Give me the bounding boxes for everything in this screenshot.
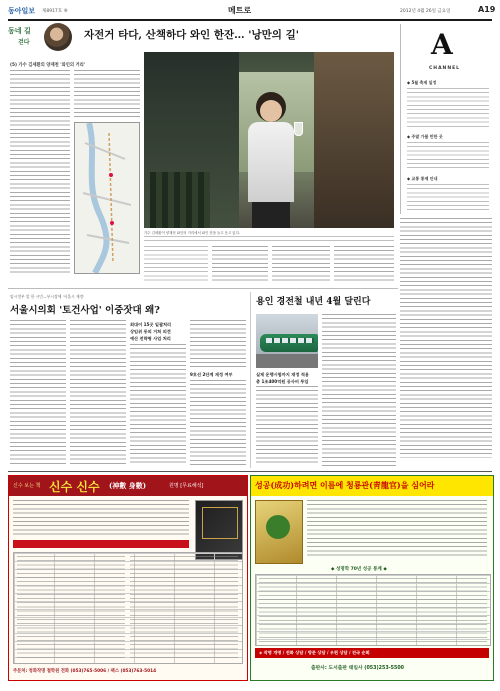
- storefront-right: [314, 52, 394, 228]
- route-map-drawing: [75, 123, 139, 273]
- article2-body-col5: [190, 380, 246, 466]
- ad1-table-text-right: [130, 556, 238, 660]
- ad2-contact: 출판사: 도서출판 태일사 (053)253-5500: [311, 666, 405, 671]
- ad1-table-text-left: [17, 556, 125, 660]
- ad1-title-bar: [9, 476, 247, 496]
- ad1-tagline: 신수 보는 책: [13, 483, 41, 489]
- ad1-book-image: [195, 500, 243, 560]
- ad2-panel: [250, 475, 494, 681]
- article1-body-col4: [212, 246, 268, 282]
- wine-glass: [294, 122, 303, 136]
- ad2-footer-bar: [255, 648, 489, 658]
- person-pants: [252, 202, 290, 228]
- book-cover-frame: [202, 507, 238, 539]
- article2-body-col3: [130, 344, 186, 466]
- article3-headline: 용인 경전철 내년 4월 달린다: [256, 297, 371, 307]
- article2-headline: 서울시의회 '토건사업' 이중잣대 왜?: [10, 305, 160, 316]
- article2-kicker: 임시정부 앞 한 시민—부시장에 '서울시 재정': [10, 294, 85, 299]
- divider-1: [8, 288, 398, 289]
- article2-body-col1: [10, 320, 66, 466]
- channel-item-2[interactable]: ◆ 주말 가볼 만한 곳: [407, 134, 443, 139]
- article1-subhead-lines: [144, 246, 208, 282]
- article2-body-col2: [70, 320, 126, 466]
- ad2-chart-title: ◆ 성명학 70년 성공 통계 ◆: [331, 567, 387, 572]
- ad2-book-image: [255, 500, 303, 564]
- ad1-title: 신수 신수: [49, 480, 100, 494]
- train-body: [260, 334, 318, 352]
- article2-subhead-2: 상임위 동의 거쳐 의견: [130, 329, 171, 334]
- divider-2: [250, 292, 251, 468]
- ad2-intro-text: [307, 500, 487, 558]
- article2-subhead-3: 예산 전략형 사업 처리: [130, 336, 171, 341]
- masthead: [8, 4, 496, 18]
- train-track: [256, 354, 318, 368]
- article1-body-col1: [10, 70, 70, 276]
- article1-subhead-box: [144, 246, 208, 282]
- book-emblem: [266, 515, 290, 539]
- article3-body-col1: [256, 386, 318, 466]
- article1-body-col6: [334, 246, 394, 282]
- channel-item-1[interactable]: ◆ 5월 축제 일정: [407, 80, 437, 85]
- channel-item-3[interactable]: ◆ 교통 통제 안내: [407, 176, 438, 181]
- article3-body-col2: [322, 314, 396, 466]
- issue-date: 2012년 4월 26일 금요일: [400, 8, 451, 14]
- person-face: [260, 100, 282, 122]
- article1-photo-caption: 가수 김세환이 양재천 와인의 거리에서 와인 잔을 들고 웃고 있다.: [144, 231, 240, 235]
- ad1-red-strip: [13, 540, 189, 548]
- ad1-hanja: (神數 身數): [109, 481, 147, 490]
- issue-number: 제8917호 ⑧: [42, 8, 68, 14]
- series-logo: [8, 24, 42, 50]
- series-label-1: 동네 길: [8, 26, 31, 35]
- planters: [150, 172, 210, 228]
- ad1-table: [13, 552, 243, 664]
- route-map: [74, 122, 140, 274]
- article1-caption-lines: [144, 236, 394, 242]
- ad2-stats-text: [259, 578, 487, 642]
- channel-letter: A: [431, 28, 453, 61]
- channel-list-3: [407, 184, 489, 210]
- article3-subhead-1: 실제 운행시험까지 재정 적용: [256, 372, 309, 377]
- ad1-panel: [8, 475, 248, 681]
- train-photo: [256, 314, 318, 368]
- paper-name: 동아일보: [8, 6, 36, 15]
- ad2-footer: ◈ 작명 개명 / 전화 상담 / 방문 상담 / 우편 상담 / 전국 순회: [259, 650, 370, 655]
- article1-headline: 자전거 타다, 산책하다 와인 한잔… '낭만의 길': [84, 29, 299, 41]
- series-photo: [44, 23, 72, 51]
- section-name: 메트로: [228, 5, 252, 15]
- channel-box: [400, 24, 493, 214]
- person-shirt: [248, 122, 294, 202]
- channel-list-2: [407, 142, 489, 170]
- channel-list-1: [407, 88, 489, 128]
- masthead-rule: [8, 19, 492, 21]
- right-column-body: [400, 218, 492, 458]
- ad-rule: [8, 471, 492, 472]
- ad1-intro-text: [13, 500, 189, 536]
- ad2-title: 성공(成功)하려면 이름에 청룡관(靑龍官)을 심어라: [255, 480, 435, 490]
- article1-subtitle: (5) 가수 김세환의 양재천 '와인의 거리': [10, 63, 86, 68]
- article2-subhead-1: 최대어 15곳 일괄처리: [130, 322, 172, 327]
- page-number: A19: [478, 5, 496, 14]
- series-label-2: 걷다: [18, 39, 30, 46]
- ad1-suffix: 원명 [무료해석]: [169, 483, 204, 489]
- ad2-stats-table: [255, 574, 491, 646]
- article1-body-col2: [74, 70, 140, 118]
- train-windows: [266, 338, 314, 343]
- article2-body-col4: [190, 320, 246, 368]
- article3-subhead-2: 총 1조400억원 공사비 투입: [256, 379, 309, 384]
- article2-subhead-4: 9호선 2단계 재정 여부: [190, 372, 233, 377]
- article1-photo: [144, 52, 394, 228]
- ad1-contact: 주문처: 청화작명 철학원 전화 (053)765-5006 / 팩스 (053)763-5014: [13, 669, 157, 674]
- ad2-title-bar: [251, 476, 493, 496]
- channel-label: CHANNEL: [429, 66, 461, 71]
- article1-body-col5: [272, 246, 330, 282]
